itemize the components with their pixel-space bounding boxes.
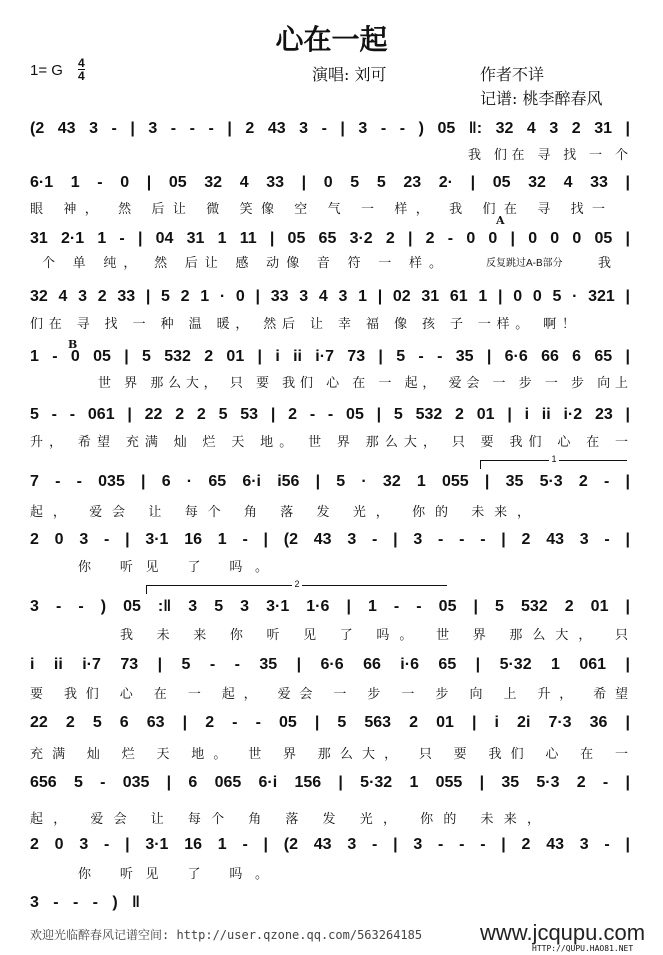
mark-b: B (68, 338, 78, 351)
volta-label: 1 (551, 454, 557, 464)
score-row-8 (30, 531, 630, 574)
notes: 1 - 0 05 | 5 532 2 01 | i ii i·7 73 | 5 - - 35 | 6·6 66 6 65 | (30, 348, 630, 365)
key-signature: 1= G (30, 62, 63, 79)
score-row-4 (30, 288, 630, 331)
lyrics: 我 未 来 你 听 见 了 吗。 世 界 那么大， 只 (120, 627, 628, 642)
mark-a: A (496, 214, 505, 227)
footer-link[interactable]: 欢迎光临醉春风记谱空间: http://user.qzone.qq.com/563264185 (30, 928, 423, 942)
time-signature (78, 57, 85, 82)
score-row-9 (30, 598, 630, 642)
lyric-wo: 我 (598, 255, 612, 270)
lyrics: 们在 寻 找 一 种 温 暖， 然后 让 幸 福 像 孩 子 一样。 啊！ (30, 316, 575, 331)
singer: 演唱: 刘可 (312, 65, 387, 84)
volta-2 (146, 579, 447, 594)
lyrics: 充满 灿 烂 天 地。 世 界 那么大， 只 要 我们 心 在 一 (30, 746, 628, 761)
notes: (2 43 3 - | 3 - - - | 2 43 3 - | 3 - - ) 05 ‖: 32 4 3 2 31 | (30, 120, 630, 137)
volta-1 (480, 454, 627, 469)
notes: 32 4 3 2 33 | 5 2 1 · 0 | 33 3 4 3 1 | 02 31 61 1 | 0 0 5 · 321 | (30, 288, 630, 305)
notes: 22 2 5 6 63 | 2 - - 05 | 5 563 2 01 | i 2i 7·3 36 | (30, 714, 630, 731)
meter-top: 4 (78, 56, 85, 70)
watermark: www.jcqupu.com (480, 920, 646, 945)
score-row-14 (30, 894, 140, 912)
score-row-10 (30, 656, 630, 701)
score-row-5 (30, 348, 630, 390)
notes: 2 0 3 - | 3·1 16 1 - | (2 43 3 - | 3 - - - | 2 43 3 - | (30, 836, 630, 853)
score-row-2 (30, 174, 630, 216)
lyrics: 世 界 那么大， 只 要 我们 心 在 一 起， 爱会 一 步 一 步 向上 (98, 375, 628, 390)
score-row-6 (30, 406, 630, 449)
meter-bottom: 4 (78, 69, 85, 83)
composer: 作者不详 (480, 65, 545, 84)
notes: 2 0 3 - | 3·1 16 1 - | (2 43 3 - | 3 - - - | 2 43 3 - | (30, 531, 630, 548)
lyrics: 要 我们 心 在 一 起， 爱会 一 步 一 步 向 上 升， 希望 (30, 686, 628, 701)
song-title: 心在一起 (275, 23, 388, 56)
notes: 5 - - 061 | 22 2 2 5 53 | 2 - - 05 | 5 532 2 01 | i ii i·2 23 | (30, 406, 630, 423)
notes: i ii i·7 73 | 5 - - 35 | 6·6 66 i·6 65 | 5·32 1 061 | (30, 656, 630, 673)
score-row-7 (30, 473, 630, 519)
notes: 6·1 1 - 0 | 05 32 4 33 | 0 5 5 23 2· | 05 32 4 33 | (30, 174, 630, 191)
volta-label: 2 (294, 579, 300, 589)
lyrics: 你 听见 了 吗。 (78, 559, 268, 574)
lyrics: 眼 神， 然 后让 微 笑像 空 气 一 样， 我 们在 寻 找一 (30, 201, 605, 216)
skip-note: 反复跳过A-B部分 (486, 258, 563, 269)
lyrics: 个 单 纯， 然 后让 感 动像 音 符 一 样。 (42, 255, 442, 270)
transcriber: 记谱: 桃李醉春风 (480, 89, 603, 108)
notes: 3 - - - ) ‖ (30, 894, 140, 911)
notes: 656 5 - 035 | 6 065 6·i 156 | 5·32 1 055 | 35 5·3 2 - | (30, 774, 630, 791)
score-row-12 (30, 774, 630, 826)
notes: 7 - - 035 | 6 · 65 6·i i56 | 5 · 32 1 055 | 35 5·3 2 - | (30, 473, 630, 490)
lyrics: 升， 希望 充满 灿 烂 天 地。 世 界 那么大， 只 要 我们 心 在 一 (30, 434, 628, 449)
score-row-13 (30, 836, 630, 881)
score-row-11 (30, 714, 630, 761)
lyrics: 我 们在 寻 找 一 个 (468, 147, 628, 162)
lyrics: 起， 爱会 让 每个 角 落 发 光， 你的 未来， (30, 811, 540, 826)
notes: 31 2·1 1 - | 04 31 1 11 | 05 65 3·2 2 | 2 - 0 0 | 0 0 0 05 | (30, 230, 630, 247)
lyrics: 起， 爱会 让 每个 角 落 发 光， 你的 未来， (30, 504, 530, 519)
watermark-sub: HTTP://QUPU.HAO81.NET (532, 944, 634, 953)
score-row-1 (30, 120, 630, 162)
lyrics: 你 听见 了 吗。 (78, 866, 268, 881)
notes: 3 - - ) 05 :‖ 3 5 3 3·1 1·6 | 1 - - 05 | 5 532 2 01 | (30, 598, 630, 615)
